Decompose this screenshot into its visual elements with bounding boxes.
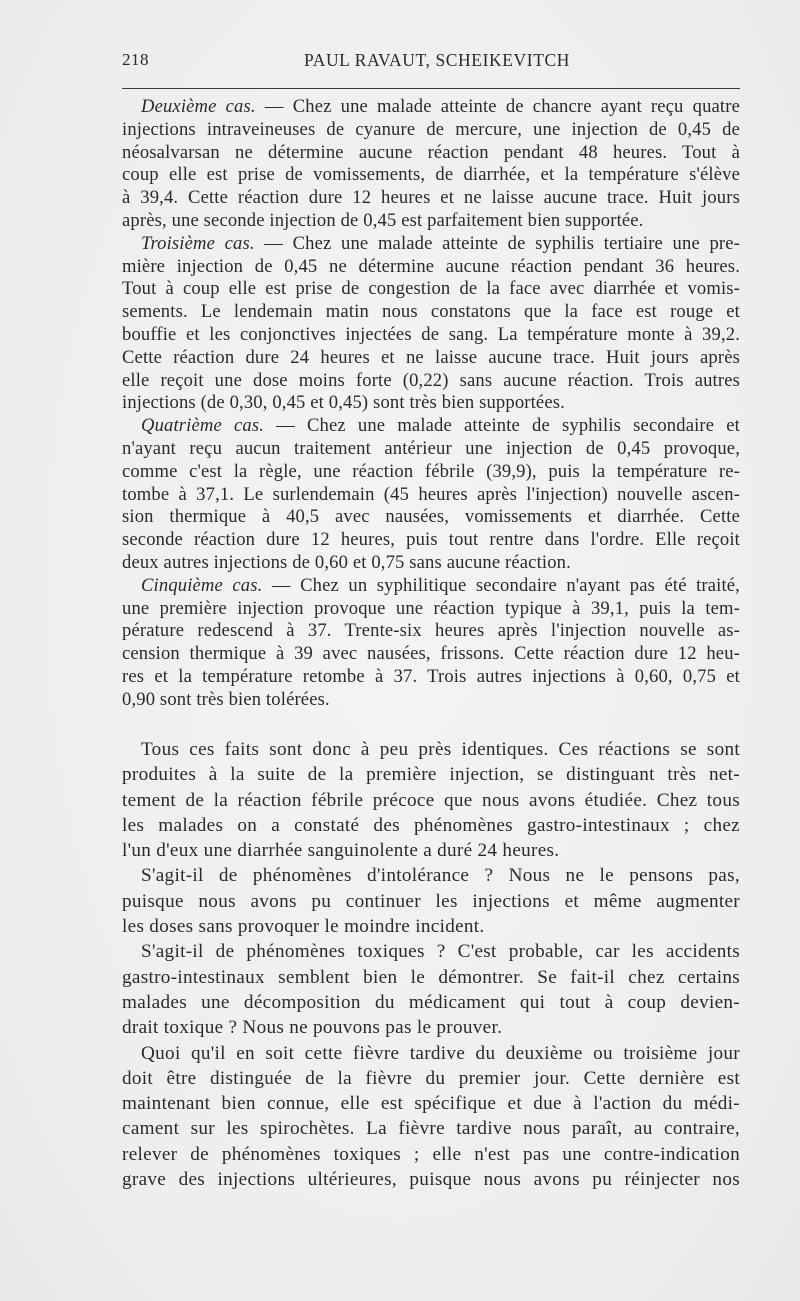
- paragraph-line: S'agit-il de phénomènes d'intolérance ? Nous ne le pensons pas,: [141, 865, 740, 887]
- paragraph-line: mière injection de 0,45 ne détermine aucune réaction pendant 36 heures.: [122, 255, 740, 277]
- paragraph-line: coup elle est prise de vomissements, de diarrhée, et la température s'élève: [122, 164, 740, 186]
- paragraph-line: drait toxique ? Nous ne pouvons pas le prouver.: [122, 1017, 503, 1039]
- paragraph-line: Deuxième cas. — Chez une malade atteinte de chancre ayant reçu quatre: [141, 96, 740, 117]
- running-title: PAUL RAVAUT, SCHEIKEVITCH: [303, 50, 571, 70]
- paragraph-line: Quatrième cas. — Chez une malade atteinte de syphilis secondaire et: [141, 415, 740, 437]
- paragraph-line: comme c'est la règle, une réaction fébrile (39,9), puis la température re-: [122, 460, 740, 482]
- paragraph-line: les malades on a constaté des phénomènes gastro-intestinaux ; chez: [122, 814, 740, 836]
- page-number: 218: [122, 50, 149, 69]
- case-label: Deuxième cas.: [141, 96, 256, 117]
- paragraph-line: Quoi qu'il en soit cette fièvre tardive du deuxième ou troisième jour: [141, 1042, 740, 1064]
- paragraph-line: Cinquième cas. — Chez un syphilitique secondaire n'ayant pas été traité,: [141, 574, 740, 596]
- paragraph-line: elle reçoit une dose moins forte (0,22) sans aucune réaction. Trois autres: [122, 369, 740, 391]
- paragraph-line: gastro-intestinaux semblent bien le démontrer. Se fait-il chez certains: [122, 966, 740, 988]
- discussion-paragraph: [122, 939, 740, 1040]
- paragraph-line: tement de la réaction fébrile précoce que nous avons étudiée. Chez tous: [122, 789, 740, 811]
- case-label: Cinquième cas.: [141, 574, 263, 596]
- paragraph-line: S'agit-il de phénomènes toxiques ? C'est probable, car les accidents: [141, 941, 740, 963]
- paragraph-line: tombe à 37,1. Le surlendemain (45 heures après l'injection) nouvelle ascen-: [122, 483, 740, 505]
- paragraph-line: res et la température retombe à 37. Trois autres injections à 0,60, 0,75 et: [122, 665, 740, 687]
- paragraph-line: Troisième cas. — Chez une malade atteinte de syphilis tertiaire une pre-: [141, 232, 740, 254]
- case-paragraph-quatrieme: [122, 415, 740, 575]
- paragraph-line: pérature redescend à 37. Trente-six heures après l'injection nouvelle as-: [122, 620, 740, 642]
- paragraph-line: 0,90 sont très bien tolérées.: [122, 688, 330, 710]
- paragraph-line: Tout à coup elle est prise de congestion de la face avec diarrhée et vomis-: [122, 278, 740, 300]
- case-reports: [122, 96, 740, 712]
- paragraph-line: n'ayant reçu aucun traitement antérieur une injection de 0,45 provoque,: [122, 437, 740, 459]
- discussion-paragraph: [122, 737, 740, 863]
- page-header: [122, 50, 740, 74]
- paragraph-line: cament sur les spirochètes. La fièvre tardive nous paraît, au contraire,: [122, 1118, 740, 1140]
- paragraph-line: injections (de 0,30, 0,45 et 0,45) sont très bien supportées.: [122, 392, 565, 414]
- paragraph-line: relever de phénomènes toxiques ; elle n'est pas une contre-indication: [122, 1143, 740, 1165]
- paragraph-line: injections intraveineuses de cyanure de mercure, une injection de 0,45 de: [122, 118, 740, 140]
- paragraph-line: puisque nous avons pu continuer les injections et même augmenter: [122, 890, 740, 912]
- header-rule: [122, 88, 740, 89]
- paragraph-line: maintenant bien connue, elle est spécifique et due à l'action du médi-: [122, 1093, 740, 1115]
- case-paragraph-cinquieme: [122, 575, 740, 712]
- paragraph-line: doit être distinguée de la fièvre du premier jour. Cette dernière est: [122, 1067, 740, 1089]
- paragraph-line: sion thermique à 40,5 avec nausées, vomissements et diarrhée. Cette: [122, 506, 740, 528]
- paragraph-line: cension thermique à 39 avec nausées, frissons. Cette réaction dure 12 heu-: [122, 643, 740, 665]
- paragraph-line: une première injection provoque une réaction typique à 39,1, puis la tem-: [122, 597, 740, 619]
- paragraph-line: malades une décomposition du médicament qui tout à coup devien-: [122, 991, 740, 1013]
- paragraph-line: néosalvarsan ne détermine aucune réaction pendant 48 heures. Tout à: [122, 141, 740, 163]
- paragraph-line: grave des injections ultérieures, puisque nous avons pu réinjecter nos: [122, 1169, 740, 1191]
- paragraph-line: produites à la suite de la première injection, se distinguant très net-: [122, 764, 740, 786]
- paragraph-line: Tous ces faits sont donc à peu près identiques. Ces réactions se sont: [141, 739, 740, 760]
- discussion-section: [122, 737, 740, 1192]
- case-label: Troisième cas.: [141, 232, 255, 254]
- paragraph-line: après, une seconde injection de 0,45 est parfaitement bien supportée.: [122, 209, 644, 231]
- paragraph-line: deux autres injections de 0,60 et 0,75 sans aucune réaction.: [122, 551, 571, 573]
- case-paragraph-troisieme: [122, 233, 740, 415]
- paragraph-line: l'un d'eux une diarrhée sanguinolente a duré 24 heures.: [122, 840, 560, 862]
- paragraph-line: Cette réaction dure 24 heures et ne laisse aucune trace. Huit jours après: [122, 346, 740, 368]
- case-label: Quatrième cas.: [141, 415, 265, 437]
- discussion-paragraph: [122, 1041, 740, 1193]
- paragraph-line: les doses sans provoquer le moindre incident.: [122, 916, 485, 938]
- paragraph-line: sements. Le lendemain matin nous constatons que la face est rouge et: [122, 301, 740, 323]
- case-paragraph-deuxieme: [122, 96, 740, 233]
- discussion-paragraph: [122, 863, 740, 939]
- paragraph-line: bouffie et les conjonctives injectées de sang. La température monte à 39,2.: [122, 323, 740, 345]
- paragraph-line: seconde réaction dure 12 heures, puis tout rentre dans l'ordre. Elle reçoit: [122, 529, 740, 551]
- paragraph-line: à 39,4. Cette réaction dure 12 heures et ne laisse aucune trace. Huit jours: [122, 187, 740, 209]
